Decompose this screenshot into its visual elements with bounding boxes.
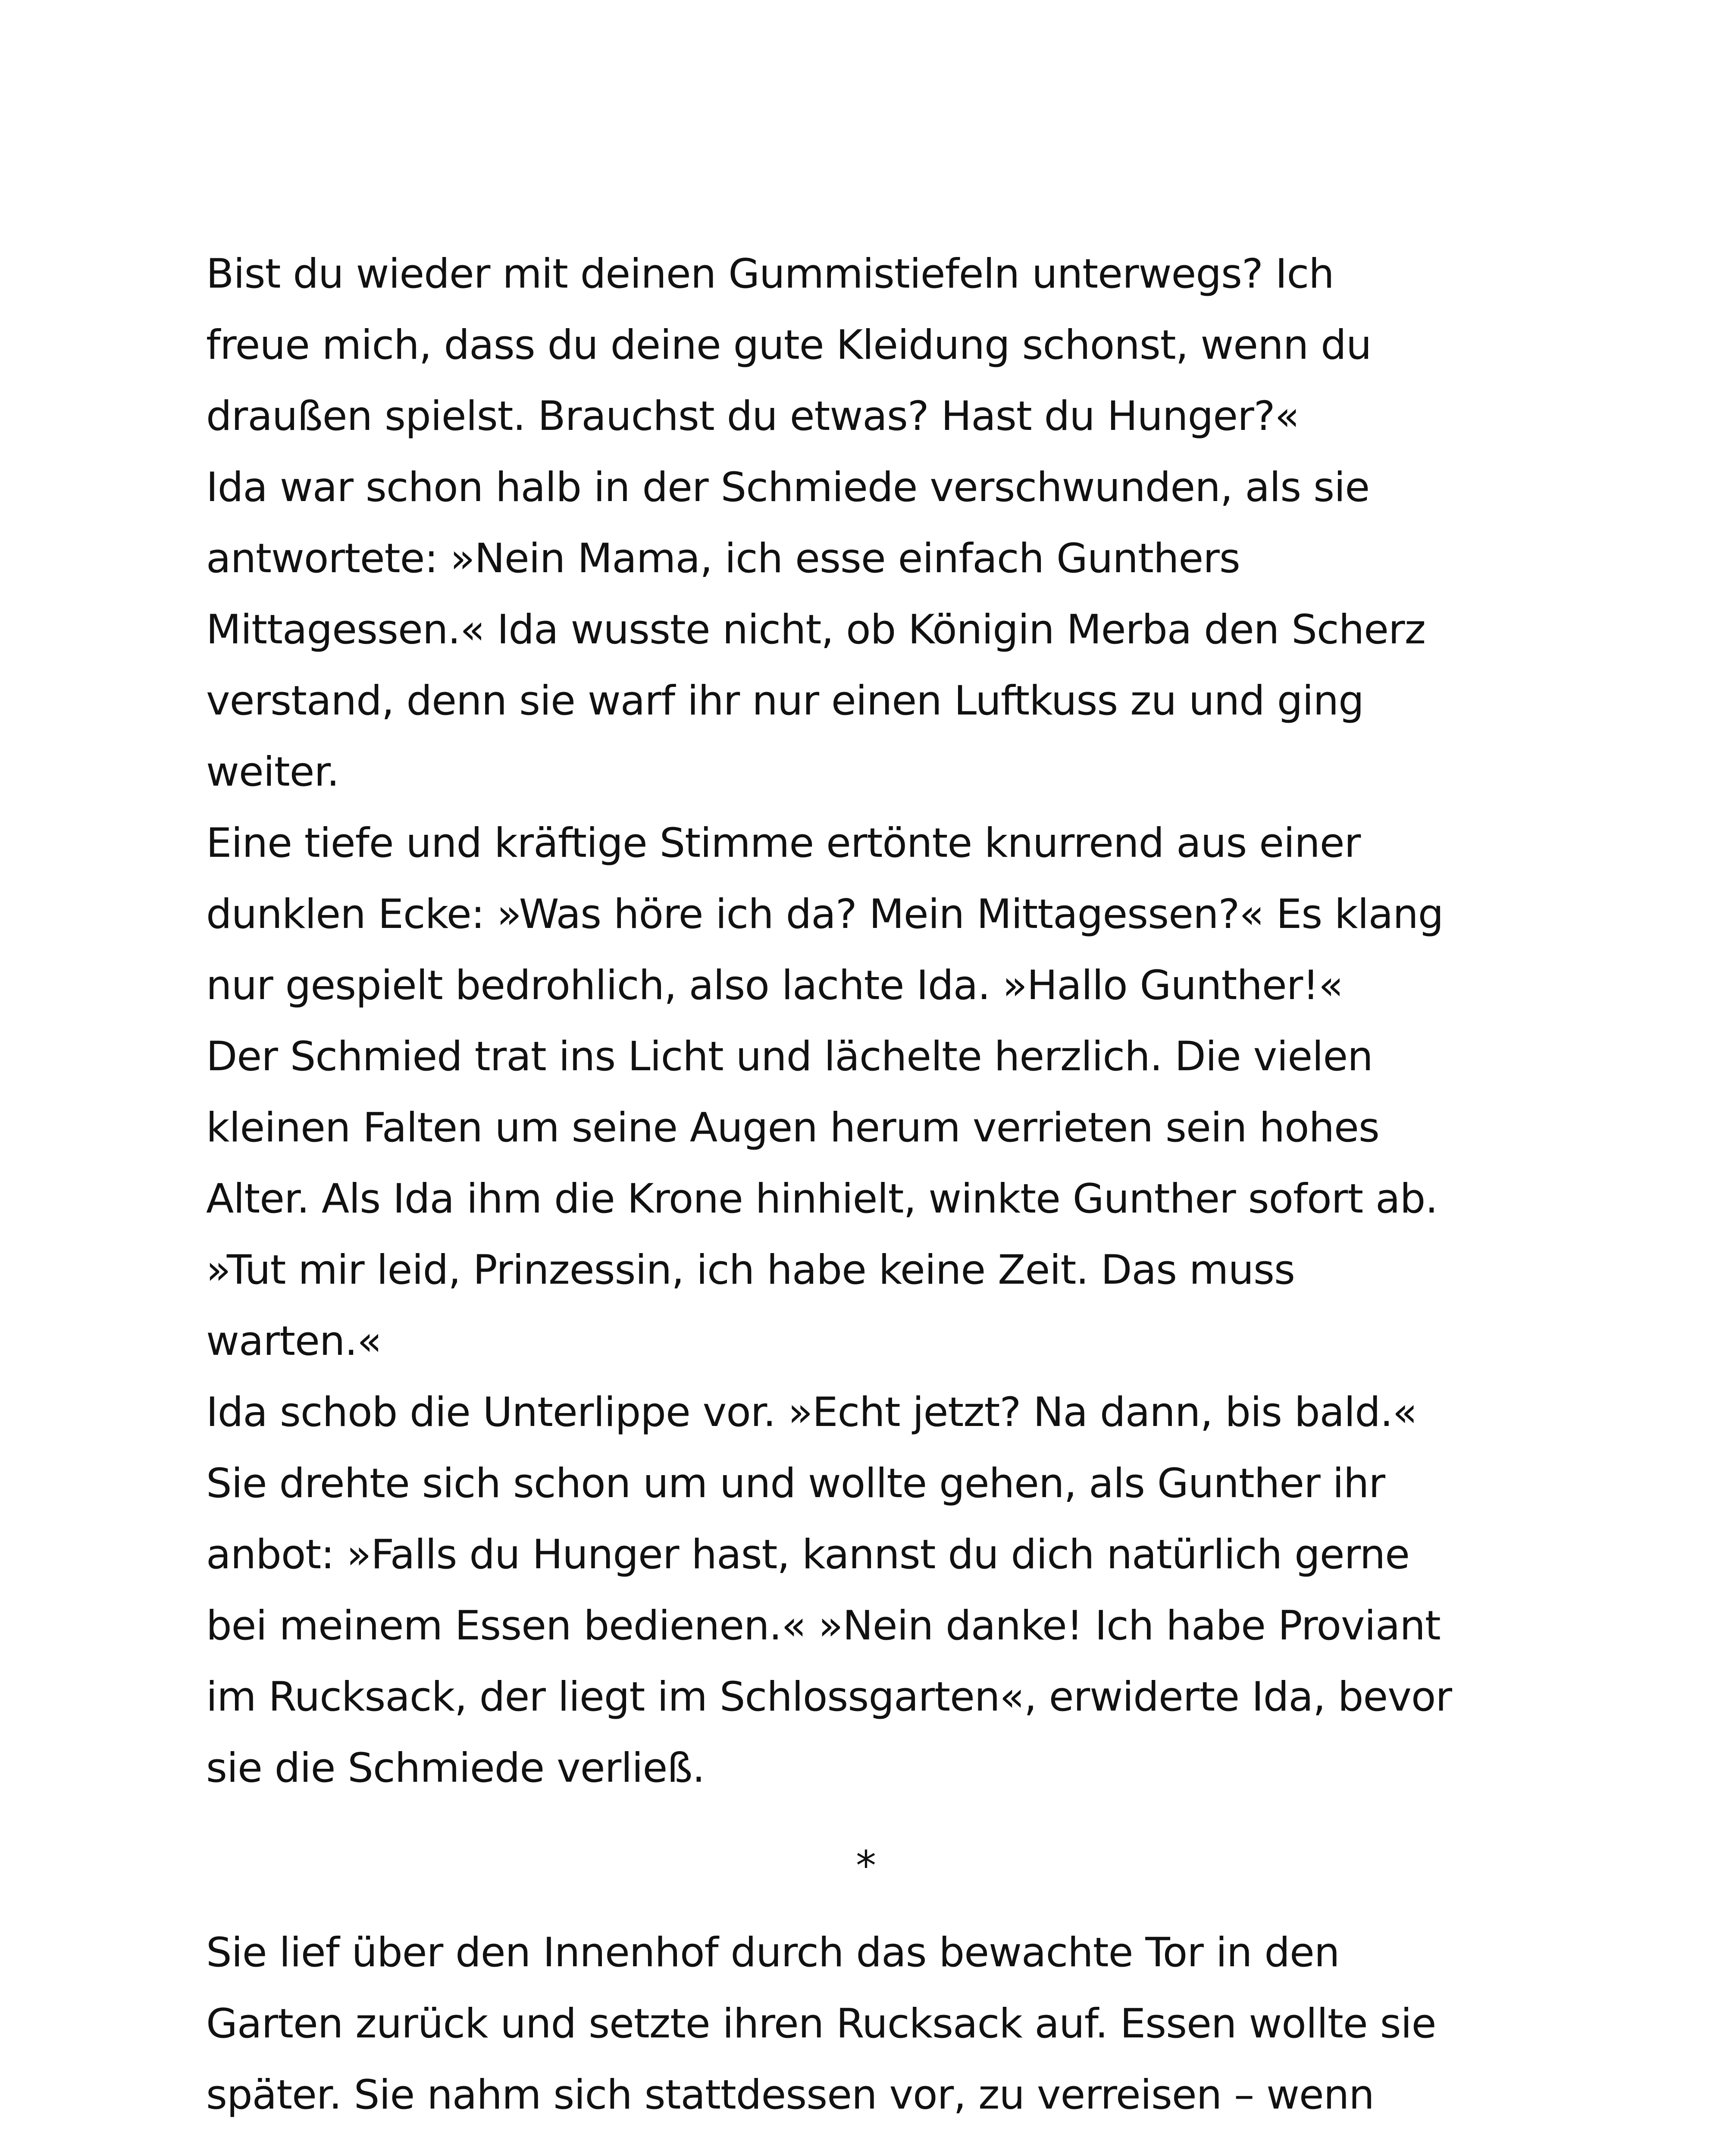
text-line: freue mich, dass du deine gute Kleidung schonst, wenn du [206,322,1372,369]
text-line: Garten zurück und setzte ihren Rucksack auf. Essen wollte sie [206,2000,1436,2047]
text-line: Ida war schon halb in der Schmiede verschwunden, als sie [206,464,1370,511]
text-line: Alter. Als Ida ihm die Krone hinhielt, winkte Gunther sofort ab. [206,1175,1438,1222]
text-line: im Rucksack, der liegt im Schlossgarten«, erwiderte Ida, bevor [206,1673,1452,1720]
text-line: dunklen Ecke: »Was höre ich da? Mein Mittagessen?« Es klang [206,891,1444,938]
text-line: weiter. [206,749,339,796]
text-line: Mittagessen.« Ida wusste nicht, ob Königin Merba den Scherz [206,606,1425,653]
text-line: Sie drehte sich schon um und wollte gehen, als Gunther ihr [206,1460,1385,1507]
text-line: draußen spielst. Brauchst du etwas? Hast du Hunger?« [206,393,1300,440]
text-line: Bist du wieder mit deinen Gummistiefeln unterwegs? Ich [206,251,1334,298]
text-line: Ida schob die Unterlippe vor. »Echt jetzt? Na dann, bis bald.« [206,1389,1417,1436]
text-line: kleinen Falten um seine Augen herum verrieten sein hohes [206,1104,1379,1151]
text-line: sie die Schmiede verließ. [206,1745,705,1792]
body-text [206,238,1534,1804]
text-line: Eine tiefe und kräftige Stimme ertönte knurrend aus einer [206,820,1361,867]
text-line: antwortete: »Nein Mama, ich esse einfach Gunthers [206,535,1240,582]
section-separator: * [856,1843,876,1890]
text-line: warten.« [206,1318,382,1365]
text-line: später. Sie nahm sich stattdessen vor, zu verreisen – wenn [206,2071,1374,2118]
text-line: anbot: »Falls du Hunger hast, kannst du dich natürlich gerne [206,1531,1409,1578]
continuation-text [206,1917,1534,2131]
text-line: Der Schmied trat ins Licht und lächelte herzlich. Die vielen [206,1033,1373,1080]
text-line: verstand, denn sie warf ihr nur einen Luftkuss zu und ging [206,677,1364,724]
text-line: nur gespielt bedrohlich, also lachte Ida. »Hallo Gunther!« [206,962,1343,1009]
text-line: »Tut mir leid, Prinzessin, ich habe keine Zeit. Das muss [206,1247,1295,1294]
text-line: Sie lief über den Innenhof durch das bewachte Tor in den [206,1929,1340,1976]
text-line: bei meinem Essen bedienen.« »Nein danke! Ich habe Proviant [206,1602,1441,1649]
